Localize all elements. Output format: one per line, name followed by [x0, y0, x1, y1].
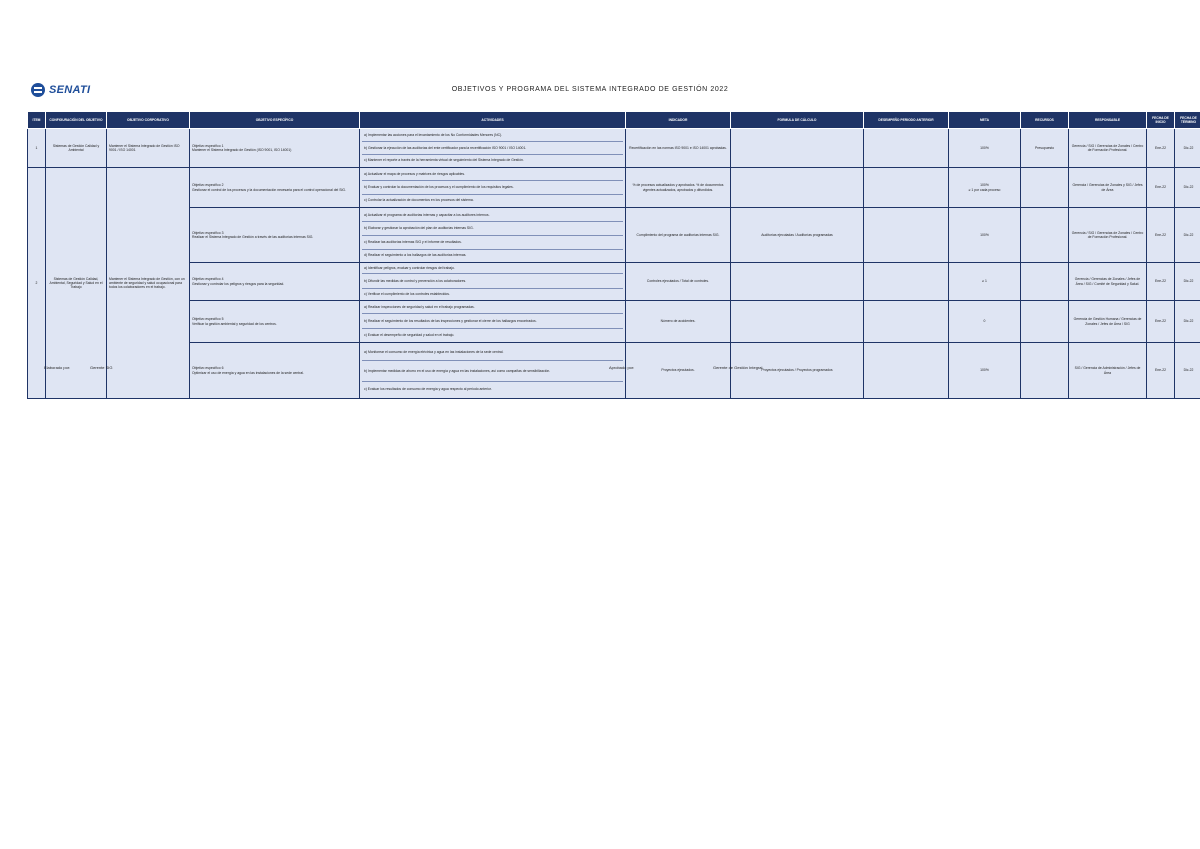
- previous-performance-cell: [864, 129, 949, 168]
- specific-objective-cell: [190, 343, 360, 399]
- col-header: FORMULA DE CÁLCULO: [731, 112, 864, 129]
- specific-objective-text: Gestionar el control de los procesos y la documentación necesaria para el control operacional del SIG.: [192, 187, 346, 192]
- elaborated-by-label: Elaborado por:: [44, 365, 71, 370]
- meta-cell: [949, 168, 1021, 208]
- responsible-cell: Gerencia / Gerencias de Zonales y SIG / Jefes de Área: [1069, 168, 1147, 208]
- previous-performance-cell: [864, 208, 949, 263]
- activities-cell: [360, 129, 626, 168]
- specific-objective-title: Objetivo específico 6: [192, 366, 224, 371]
- elaborated-by-value: Gerente SIG: [90, 365, 113, 370]
- formula-cell: [731, 168, 864, 208]
- document-title: OBJETIVOS Y PROGRAMA DEL SISTEMA INTEGRADO DE GESTIÓN 2022: [451, 86, 729, 93]
- indicator-cell: Número de accidentes.: [626, 301, 731, 343]
- specific-objective-title: Objetivo específico 3: [192, 230, 224, 235]
- end-date-cell: Dic-22: [1175, 129, 1200, 168]
- item-cell: 2: [28, 168, 46, 399]
- activity: b) Realizar el seguimiento de los resultados de las inspecciones y gestionar el cierre de los hallazgos encontrados.: [362, 314, 623, 329]
- formula-cell: [731, 263, 864, 301]
- table-header-row: [28, 112, 1200, 129]
- meta-cell: [949, 301, 1021, 343]
- corp-objective-cell: Mantener el Sistema Integrado de Gestión, con un ambiente de seguridad y salud ocupacional para todos los colaboradores en el trabajo.: [107, 168, 190, 399]
- col-header: OBJETIVO ESPECÍFICO: [190, 112, 360, 129]
- col-header: DESEMPEÑO PERIODO ANTERIOR: [864, 112, 949, 129]
- specific-objective-text: Verificar la gestión ambiental y seguridad de los centros.: [192, 321, 277, 326]
- specific-objective-cell: [190, 208, 360, 263]
- activities-cell: [360, 343, 626, 399]
- activity: a) Actualizar el mapa de procesos y matrices de riesgos aplicables.: [362, 169, 623, 181]
- activity: c) Evaluar el desempeño de seguridad y salud en el trabajo.: [364, 332, 455, 337]
- table-row: [28, 343, 1200, 399]
- specific-objective-cell: [190, 263, 360, 301]
- table-row: [28, 208, 1200, 263]
- specific-objective-title: Objetivo específico 2: [192, 183, 224, 188]
- activity: b) Implementar medidas de ahorro en el uso de energía y agua en las instalaciones, así como campañas de sensibilización.: [362, 361, 623, 382]
- start-date-cell: Ene-22: [1147, 263, 1175, 301]
- activity: c) Evaluar los resultados de consumo de energía y agua respecto al periodo anterior.: [364, 387, 492, 392]
- activity: b) Difundir las medidas de control y prevención a los colaboradores.: [362, 274, 623, 289]
- table-row: [28, 129, 1200, 168]
- specific-objective-text: Optimizar el uso de energía y agua en las instalaciones de la sede central.: [192, 370, 304, 375]
- start-date-cell: Ene-22: [1147, 208, 1175, 263]
- activity: a) Identificar peligros, evaluar y controlar riesgos del trabajo.: [362, 264, 623, 274]
- activity: a) Realizar inspecciones de seguridad y salud en el trabajo programadas.: [362, 302, 623, 314]
- meta-value-2: ≥ 1 por cada proceso: [968, 187, 1001, 192]
- item-cell: 1: [28, 129, 46, 168]
- approved-by-label: Aprobado por:: [609, 365, 635, 370]
- corp-objective-cell: Mantener el Sistema Integrado de Gestión ISO 9001 / ISO 14001: [107, 129, 190, 168]
- table-row: [28, 263, 1200, 301]
- start-date-cell: Ene-22: [1147, 129, 1175, 168]
- activity: d) Realizar el seguimiento a los hallazgos de las auditorías internas.: [364, 253, 467, 258]
- specific-objective-cell: [190, 301, 360, 343]
- meta-value: 100%: [980, 145, 989, 150]
- specific-objective-text: Realizar el Sistema Integrado de Gestión a través de las auditorías internas SIG.: [192, 235, 314, 239]
- col-header: FECHA DE TÉRMINO: [1175, 112, 1200, 129]
- meta-value: 100%: [980, 368, 989, 373]
- col-header: ITEM: [28, 112, 46, 129]
- resources-cell: [1021, 263, 1069, 301]
- previous-performance-cell: [864, 263, 949, 301]
- end-date-cell: Dic-22: [1175, 301, 1200, 343]
- activity: c) Mantener el reporte a través de la herramienta virtual de seguimiento del Sistema Integrado de Gestión.: [364, 158, 524, 163]
- specific-objective-text: Gestionar y controlar los peligros y riesgos para la seguridad.: [192, 281, 285, 286]
- meta-value: 0: [983, 319, 986, 324]
- col-header: CONFIGURACIÓN DEL OBJETIVO: [46, 112, 107, 129]
- col-header: FECHA DE INICIO: [1147, 112, 1175, 129]
- specific-objective-title: Objetivo específico 4: [192, 277, 224, 282]
- resources-cell: Presupuesto: [1021, 129, 1069, 168]
- formula-cell: [731, 129, 864, 168]
- activities-cell: [360, 168, 626, 208]
- col-header: ACTIVIDADES: [360, 112, 626, 129]
- logo-text: SENATI: [49, 84, 91, 96]
- specific-objective-cell: [190, 129, 360, 168]
- meta-value: ≥ 1: [982, 279, 987, 284]
- approved-by-value: Gerente de Gestión Integral: [713, 365, 763, 370]
- responsible-cell: Gerencia / SIG / Gerencias de Zonales / Centro de Formación Profesional.: [1069, 208, 1147, 263]
- specific-objective-cell: [190, 168, 360, 208]
- activity: c) Controlar la actualización de documentos en los procesos del sistema.: [364, 198, 474, 203]
- table-row: [28, 301, 1200, 343]
- col-header: RECURSOS: [1021, 112, 1069, 129]
- meta-cell: [949, 263, 1021, 301]
- end-date-cell: Dic-22: [1175, 208, 1200, 263]
- start-date-cell: Ene-22: [1147, 343, 1175, 399]
- col-header: INDICADOR: [626, 112, 731, 129]
- indicator-cell: Proyectos ejecutados.: [626, 343, 731, 399]
- responsible-cell: Gerencia / Gerencias de Zonales / Jefes de Área / SIG / Comité de Seguridad y Salud.: [1069, 263, 1147, 301]
- resources-cell: [1021, 168, 1069, 208]
- activity: a) Actualizar el programa de auditorías internas y capacitar a los auditores internos.: [362, 209, 623, 222]
- activities-cell: [360, 263, 626, 301]
- formula-cell: Auditorías ejecutadas / Auditorías programadas: [731, 208, 864, 263]
- responsible-cell: Gerencia / SIG / Gerencias de Zonales / Centro de Formación Profesional.: [1069, 129, 1147, 168]
- end-date-cell: Dic-22: [1175, 343, 1200, 399]
- previous-performance-cell: [864, 168, 949, 208]
- meta-cell: [949, 129, 1021, 168]
- activity: c) Realizar las auditorías internas SIG y el informe de resultados.: [362, 236, 623, 250]
- meta-value: 100%: [980, 183, 989, 188]
- col-header: META: [949, 112, 1021, 129]
- previous-performance-cell: [864, 301, 949, 343]
- senati-logo: [31, 83, 90, 97]
- specific-objective-title: Objetivo específico 1: [192, 143, 224, 148]
- start-date-cell: Ene-22: [1147, 301, 1175, 343]
- start-date-cell: Ene-22: [1147, 168, 1175, 208]
- indicator-cell: % de procesos actualizados y aprobados. % de documentos vigentes actualizados, aprobados y difundidos.: [626, 168, 731, 208]
- specific-objective-text: Mantener el Sistema Integrado de Gestión (ISO 9001, ISO 14001): [192, 148, 292, 152]
- meta-value: 100%: [980, 232, 989, 237]
- table-row: [28, 168, 1200, 208]
- meta-cell: [949, 343, 1021, 399]
- resources-cell: [1021, 301, 1069, 343]
- col-header: RESPONSABLE: [1069, 112, 1147, 129]
- activities-cell: [360, 208, 626, 263]
- formula-cell: [731, 301, 864, 343]
- end-date-cell: Dic-22: [1175, 263, 1200, 301]
- activity: a) Monitorear el consumo de energía eléctrica y agua en las instalaciones de la sede central.: [362, 344, 623, 361]
- resources-cell: [1021, 343, 1069, 399]
- config-cell: Sistemas de Gestión Calidad, Ambiental, Seguridad y Salud en el Trabajo: [46, 168, 107, 399]
- responsible-cell: Gerencia de Gestión Humana / Gerencias de Zonales / Jefes de Área / SIG: [1069, 301, 1147, 343]
- end-date-cell: Dic-22: [1175, 168, 1200, 208]
- resources-cell: [1021, 208, 1069, 263]
- objectives-table: [27, 111, 1200, 399]
- senati-logo-icon: [31, 83, 45, 97]
- indicator-cell: Cumplimiento del programa de auditorías internas SIG.: [626, 208, 731, 263]
- activity: b) Gestionar la ejecución de las auditorías del ente certificador para la recertificación ISO 9001 / ISO 14001.: [362, 142, 623, 155]
- meta-cell: [949, 208, 1021, 263]
- responsible-cell: SIG / Gerencia de Administración / Jefes de Área: [1069, 343, 1147, 399]
- activity: b) Elaborar y gestionar la aprobación del plan de auditorías internas SIG.: [362, 222, 623, 236]
- formula-cell: Proyectos ejecutados / Proyectos programados: [731, 343, 864, 399]
- activity: a) Implementar las acciones para el levantamiento de los No Conformidades Menores (NC).: [362, 130, 623, 142]
- indicator-cell: Recertificación en las normas ISO 9001 e ISO 14001 aprobadas.: [626, 129, 731, 168]
- specific-objective-title: Objetivo específico 5: [192, 317, 224, 322]
- activities-cell: [360, 301, 626, 343]
- indicator-cell: Controles ejecutados / Total de controles.: [626, 263, 731, 301]
- config-cell: Sistemas de Gestión Calidad y Ambiental: [46, 129, 107, 168]
- previous-performance-cell: [864, 343, 949, 399]
- activity: c) Verificar el cumplimiento de los controles establecidos.: [364, 291, 450, 296]
- activity: b) Evaluar y controlar la documentación de los procesos y el cumplimiento de los requisitos legales.: [362, 181, 623, 195]
- col-header: OBJETIVO CORPORATIVO: [107, 112, 190, 129]
